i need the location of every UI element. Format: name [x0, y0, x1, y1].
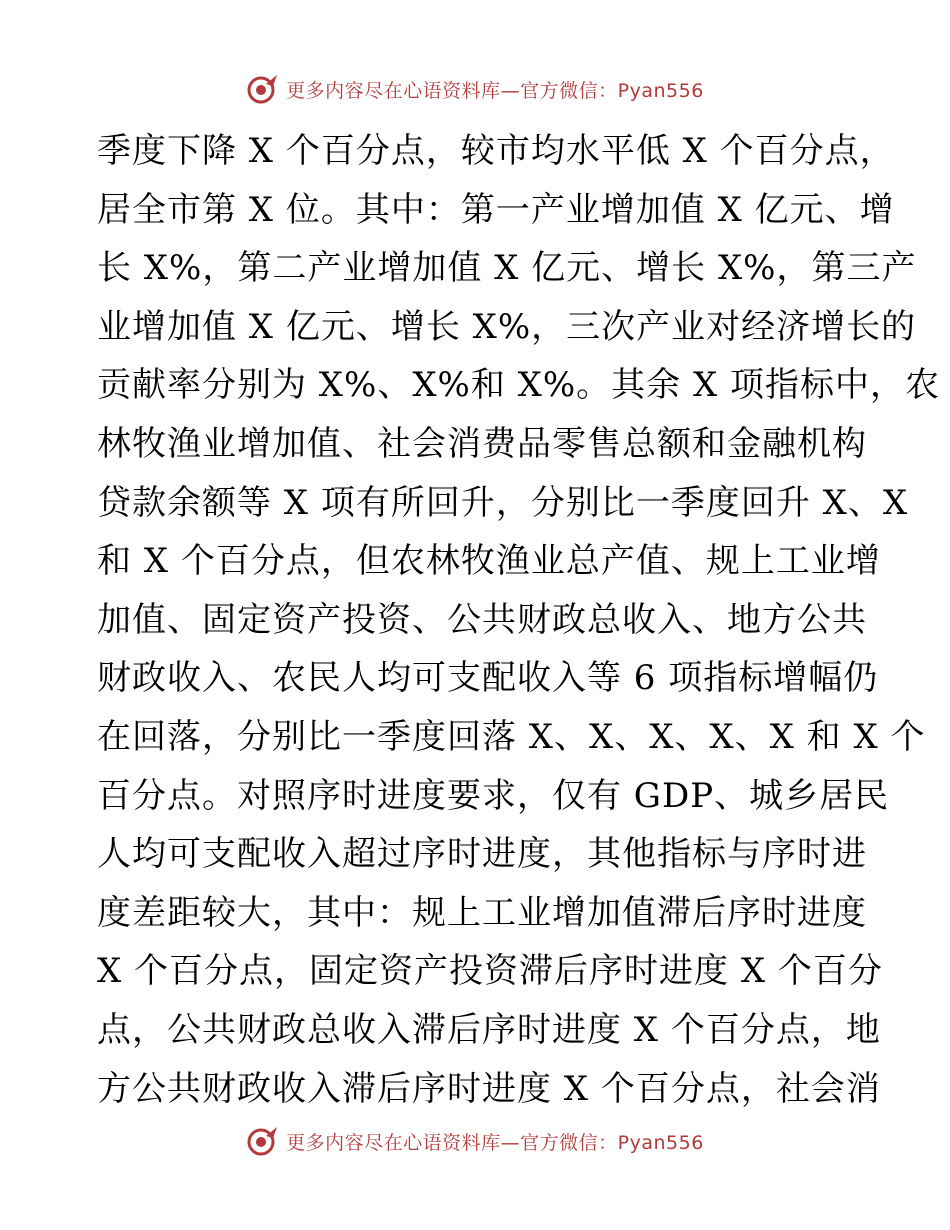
text-line: 加值、固定资产投资、公共财政总收入、地方公共 [97, 599, 867, 640]
pen-nib-logo-icon [246, 1124, 280, 1158]
text-line: 居全市第 X 位。其中：第一产业增加值 X 亿元、增 [97, 189, 895, 230]
text-line: 贷款余额等 X 项有所回升，分别比一季度回升 X、X [97, 482, 909, 523]
text-line: 季度下降 X 个百分点，较市均水平低 X 个百分点， [97, 131, 895, 171]
text-line: 度差距较大，其中：规上工业增加值滞后序时进度 [97, 892, 867, 933]
text-line: 贡献率分别为 X%、X%和 X%。其余 X 项指标中，农 [97, 365, 940, 406]
text-line: 人均可支配收入超过序时进度，其他指标与序时进 [97, 834, 867, 875]
text-line: 百分点。对照序时进度要求，仅有 GDP、城乡居民 [97, 775, 890, 816]
text-line: 方公共财政收入滞后序时进度 X 个百分点，社会消 [97, 1068, 881, 1109]
text-line: X 个百分点，固定资产投资滞后序时进度 X 个百分 [97, 951, 883, 992]
text-line: 长 X%，第二产业增加值 X 亿元、增长 X%，第三产 [97, 248, 917, 289]
footer-watermark-text: 更多内容尽在心语资料库—官方微信：Pyan556 [286, 1131, 704, 1154]
text-line: 财政收入、农民人均可支配收入等 6 项指标增幅仍 [97, 658, 879, 699]
document-body [97, 122, 940, 1118]
text-line: 在回落，分别比一季度回落 X、X、X、X、X 和 X 个 [97, 716, 926, 757]
text-line: 和 X 个百分点，但农林牧渔业总产值、规上工业增 [97, 541, 881, 582]
pen-nib-logo-icon [246, 72, 280, 106]
text-line: 林牧渔业增加值、社会消费品零售总额和金融机构 [97, 423, 867, 464]
header-watermark-text: 更多内容尽在心语资料库—官方微信：Pyan556 [286, 79, 704, 102]
header-watermark [0, 72, 950, 106]
text-line: 点，公共财政总收入滞后序时进度 X 个百分点，地 [97, 1009, 881, 1050]
footer-watermark [0, 1124, 950, 1158]
text-line: 业增加值 X 亿元、增长 X%，三次产业对经济增长的 [97, 306, 917, 347]
